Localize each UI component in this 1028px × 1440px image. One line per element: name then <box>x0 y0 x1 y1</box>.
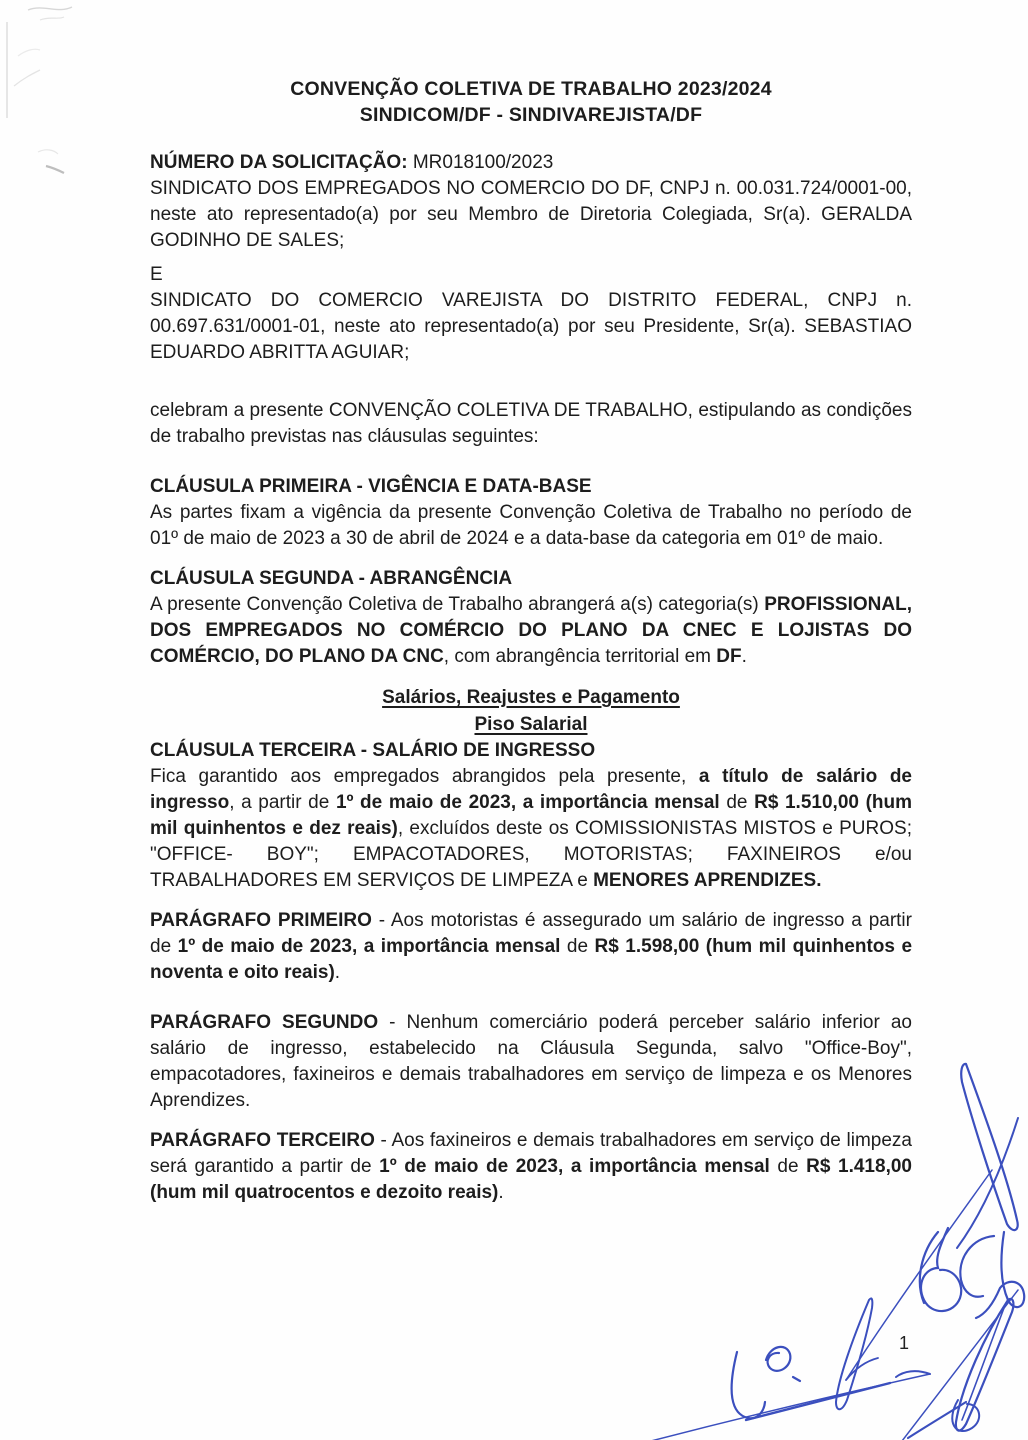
paragrafo-terceiro-text: PARÁGRAFO TERCEIRO - Aos faxineiros e demais trabalhadores em serviço de limpeza será garantido a partir de 1º de maio de 2023, a importância mensal de R$ 1.418,00 (hum mil quatrocentos e dezoito reais). <box>150 1130 913 1203</box>
page-number: 1 <box>899 1333 910 1353</box>
section-heading <box>150 684 912 738</box>
clausula-primeira-text: As partes fixam a vigência da presente Convenção Coletiva de Trabalho no período de 01º de maio de 2023 a 30 de abril de 2024 e a data-base da categoria em 01º de maio. <box>150 502 912 549</box>
document-title-line-1: CONVENÇÃO COLETIVA DE TRABALHO 2023/2024 <box>290 78 772 100</box>
conjunction-e: E <box>150 264 163 285</box>
paragraph-celebram: celebram a presente CONVENÇÃO COLETIVA DE TRABALHO, estipulando as condições de trabalho previstas nas cláusulas seguintes: <box>150 400 912 447</box>
section-heading-line-1: Salários, Reajustes e Pagamento <box>382 687 680 708</box>
document-body <box>150 76 912 1206</box>
clausula-terceira-text: Fica garantido aos empregados abrangidos pela presente, a título de salário de ingresso, a partir de 1º de maio de 2023, a importância mensal de R$ 1.510,00 (hum mil quinhentos e dez reais), excluídos deste os COMISSIONISTAS MISTOS e PUROS; "OFFICE- BOY"; EMPACOTADORES, MOTORISTAS; FAXINEIROS e/ou TRABALHADORES EM SERVIÇOS DE LIMPEZA e MENORES APRENDIZES. <box>150 766 913 891</box>
paragrafo-primeiro-text: PARÁGRAFO PRIMEIRO - Aos motoristas é assegurado um salário de ingresso a partir de 1º de maio de 2023, a importância mensal de R$ 1.598,00 (hum mil quinhentos e noventa e oito reais). <box>150 910 913 983</box>
clausula-segunda-text: A presente Convenção Coletiva de Trabalho abrangerá a(s) categoria(s) PROFISSIONAL, DOS EMPREGADOS NO COMÉRCIO DO PLANO DA CNEC E LOJISTAS DO COMÉRCIO, DO PLANO DA CNC, com abrangência territorial em DF. <box>150 594 912 667</box>
paragraph-sindicato-empregados: SINDICATO DOS EMPREGADOS NO COMERCIO DO DF, CNPJ n. 00.031.724/0001-00, neste ato representado(a) por seu Membro de Diretoria Colegiada, Sr(a). GERALDA GODINHO DE SALES; <box>150 178 912 251</box>
section-heading-line-2: Piso Salarial <box>474 714 588 735</box>
clausula-terceira-heading: CLÁUSULA TERCEIRA - SALÁRIO DE INGRESSO <box>150 740 596 761</box>
request-number-line: NÚMERO DA SOLICITAÇÃO: MR018100/2023 <box>150 152 554 173</box>
clausula-primeira-block <box>150 474 912 552</box>
clausula-segunda-heading: CLÁUSULA SEGUNDA - ABRANGÊNCIA <box>150 568 513 589</box>
paragraph-sindicato-varejista: SINDICATO DO COMERCIO VAREJISTA DO DISTRITO FEDERAL, CNPJ n. 00.697.631/0001-01, neste ato representado(a) por seu Presidente, Sr(a). SEBASTIAO EDUARDO ABRITTA AGUIAR; <box>150 290 912 363</box>
document-title <box>150 76 912 128</box>
clausula-primeira-heading: CLÁUSULA PRIMEIRA - VIGÊNCIA E DATA-BASE <box>150 476 592 497</box>
paragrafo-segundo-text: PARÁGRAFO SEGUNDO - Nenhum comerciário poderá perceber salário inferior ao salário de ingresso, estabelecido na Cláusula Segunda, salvo "Office-Boy", empacotadores, faxineiros e demais trabalhadores em serviço de limpeza e os Menores Aprendizes. <box>150 1012 912 1111</box>
scan-smudge-marks <box>7 7 72 173</box>
clausula-segunda-block <box>150 566 912 670</box>
clausula-terceira-block <box>150 738 912 894</box>
document-title-line-2: SINDICOM/DF - SINDIVAREJISTA/DF <box>359 104 703 126</box>
